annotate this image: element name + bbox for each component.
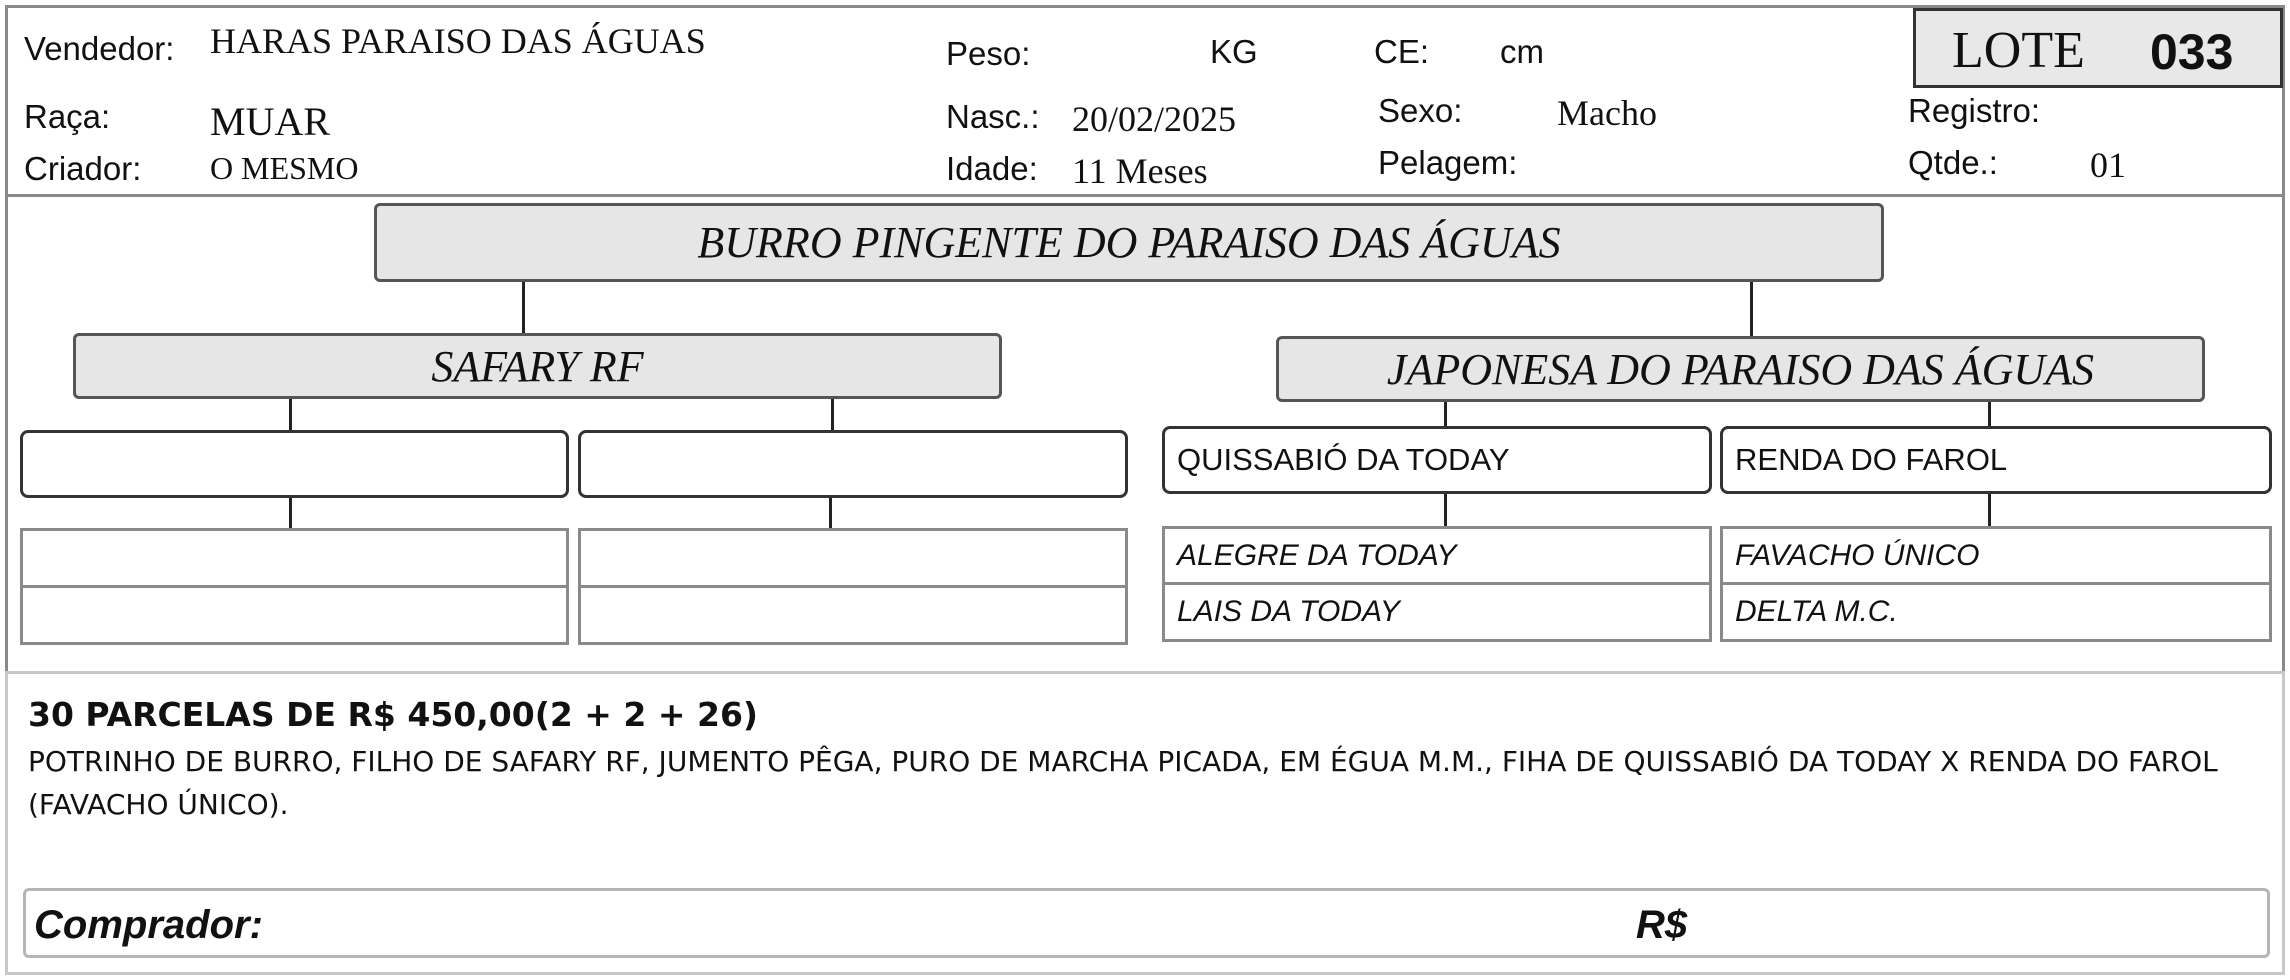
- raca-value: MUAR: [210, 99, 331, 144]
- registro-label: Registro:: [1908, 92, 2041, 129]
- nasc-value: 20/02/2025: [1072, 99, 1237, 139]
- pedigree-sire-sire: [20, 430, 569, 498]
- sexo-value: Macho: [1557, 93, 1657, 133]
- ce-unit: cm: [1500, 33, 1544, 70]
- qtde-value: 01: [2090, 145, 2126, 185]
- pedigree-dd-sire: FAVACHO ÚNICO: [1720, 526, 2272, 585]
- connector-line: [1444, 398, 1447, 428]
- pedigree-animal: BURRO PINGENTE DO PARAISO DAS ÁGUAS: [374, 203, 1884, 282]
- payment-terms: 30 PARCELAS DE R$ 450,00(2 + 2 + 26): [28, 695, 758, 734]
- peso-unit: KG: [1210, 33, 1258, 70]
- lote-word: LOTE: [1952, 22, 2085, 79]
- criador-label: Criador:: [24, 150, 142, 187]
- pedigree-ss-dam: [20, 585, 569, 645]
- pedigree-dd-dam: DELTA M.C.: [1720, 582, 2272, 642]
- ce-label: CE:: [1374, 33, 1430, 70]
- nasc-label: Nasc.:: [946, 98, 1040, 135]
- connector-line: [1750, 280, 1753, 337]
- lote-number: 033: [2150, 24, 2234, 80]
- sexo-label: Sexo:: [1378, 92, 1463, 129]
- vendedor-value: HARAS PARAISO DAS ÁGUAS: [210, 21, 706, 61]
- pedigree-sire: SAFARY RF: [73, 333, 1002, 399]
- raca-label: Raça:: [24, 98, 111, 135]
- peso-label: Peso:: [946, 35, 1031, 72]
- vendedor-label: Vendedor:: [24, 30, 175, 67]
- idade-value: 11 Meses: [1072, 151, 1208, 191]
- pedigree-ds-dam: LAIS DA TODAY: [1162, 582, 1712, 642]
- criador-value: O MESMO: [210, 150, 359, 186]
- pedigree-sd-dam: [578, 585, 1128, 645]
- pedigree-dam: JAPONESA DO PARAISO DAS ÁGUAS: [1276, 336, 2205, 402]
- lote-badge: [1913, 8, 2283, 88]
- qtde-label: Qtde.:: [1908, 144, 1998, 181]
- pedigree-dam-dam: RENDA DO FAROL: [1720, 426, 2272, 494]
- pedigree-ss-sire: [20, 528, 569, 588]
- pedigree-dam-sire: QUISSABIÓ DA TODAY: [1162, 426, 1712, 494]
- pedigree-sd-sire: [578, 528, 1128, 588]
- buyer-currency: R$: [1636, 903, 1688, 947]
- buyer-label: Comprador:: [34, 903, 263, 947]
- idade-label: Idade:: [946, 150, 1038, 187]
- buyer-field[interactable]: [23, 888, 2270, 958]
- connector-line: [1988, 398, 1991, 428]
- connector-line: [522, 280, 525, 335]
- lot-description: POTRINHO DE BURRO, FILHO DE SAFARY RF, JUMENTO PÊGA, PURO DE MARCHA PICADA, EM ÉGUA M.M., FIHA DE QUISSABIÓ DA TODAY X RENDA DO FAROL (FAVACHO ÚNICO).: [28, 745, 2218, 821]
- pelagem-label: Pelagem:: [1378, 144, 1518, 181]
- pedigree-sire-dam: [578, 430, 1128, 498]
- pedigree-ds-sire: ALEGRE DA TODAY: [1162, 526, 1712, 585]
